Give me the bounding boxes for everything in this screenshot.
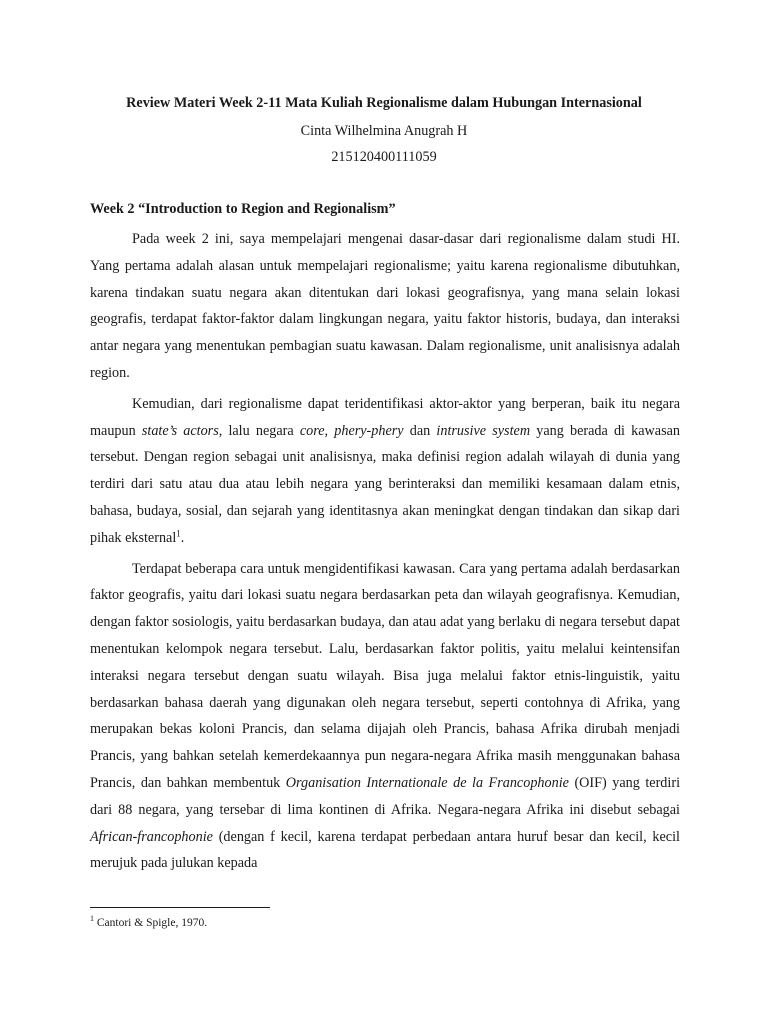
italic-text: African-francophonie [90, 828, 213, 845]
paragraph-text: yang berada di kawasan tersebut. Dengan region sebagai unit analisisnya, maka definisi region adalah wilayah di dunia yang terdiri dari satu atau dua atau lebih negara yang berinteraksi dan memiliki kesamaan dalam etnis, bahasa, budaya, sosial, dan sejarah yang identitasnya akan meningkat dengan tindakan dan sikap dari pihak eksternal [90, 422, 680, 546]
document-title: Review Materi Week 2-11 Mata Kuliah Regionalisme dalam Hubungan Internasional [126, 95, 642, 111]
paragraph [90, 556, 680, 878]
footnote-reference: 1 [176, 528, 181, 539]
paragraph-text: dan [403, 422, 437, 439]
paragraph-text: Terdapat beberapa cara untuk mengidentifikasi kawasan. Cara yang pertama adalah berdasarkan faktor geografis, yaitu dari lokasi suatu negara berdasarkan peta dan wilayah geografisnya. Kemudian, dengan faktor sosiologis, yaitu berdasarkan budaya, dan atau adat yang berlaku di negara tersebut dapat menentukan kelompok negara tersebut. Lalu, berdasarkan faktor politis, yaitu melalui keintensifan interaksi negara tersebut dengan suatu wilayah. Bisa juga melalui faktor etnis-linguistik, yaitu berdasarkan bahasa daerah yang digunakan oleh negara tersebut, seperti contohnya di Afrika, yang merupakan bekas koloni Prancis, dan selama dijajah oleh Prancis, bahasa Afrika dirubah menjadi Prancis, yang bahkan setelah kemerdekaannya pun negara-negara Afrika masih menggunakan bahasa Prancis, dan bahkan membentuk [90, 560, 680, 791]
paragraph-text: (dengan f kecil, karena terdapat perbedaan antara huruf besar dan kecil, kecil merujuk pada julukan kepada [90, 828, 680, 872]
body-text [90, 226, 680, 877]
paragraph-text: (OIF) yang terdiri dari 88 negara, yang tersebar di lima kontinen di Afrika. Negara-negara Afrika ini disebut sebagai [90, 774, 681, 818]
paragraph [90, 391, 680, 552]
italic-text: state’s actors [141, 422, 219, 439]
italic-text: intrusive system [436, 422, 531, 439]
paragraph-text: . [180, 529, 185, 546]
paragraph-text: Pada week 2 ini, saya mempelajari mengenai dasar-dasar dari regionalisme dalam studi HI. Yang pertama adalah alasan untuk mempelajari regionalisme; yaitu karena regionalisme dibutuhkan, karena tindakan suatu negara akan ditentukan dari lokasi geografisnya, yang mana selain lokasi geografis, terdapat faktor-faktor dalam lingkungan negara, yaitu faktor historis, budaya, dan interaksi antar negara yang menentukan pembagian suatu kawasan. Dalam regionalisme, unit analisisnya adalah region. [90, 231, 680, 381]
italic-text: Organisation Internationale de la Francophonie [285, 774, 569, 791]
footnote [90, 914, 207, 932]
footnote-divider [90, 907, 270, 908]
author-name: Cinta Wilhelmina Anugrah H [300, 123, 468, 139]
student-id: 215120400111059 [331, 149, 437, 165]
italic-text: core, phery-phery [299, 422, 404, 439]
paragraph-text: Kemudian, dari regionalisme dapat teridentifikasi aktor-aktor yang berperan, baik itu negara maupun [90, 395, 680, 439]
section-heading: Week 2 “Introduction to Region and Regionalism” [90, 201, 396, 217]
footnote-marker: 1 [90, 914, 94, 924]
paragraph-text: , lalu negara [218, 422, 300, 439]
paragraph [90, 226, 680, 387]
footnote-text: Cantori & Spigle, 1970. [94, 917, 208, 929]
